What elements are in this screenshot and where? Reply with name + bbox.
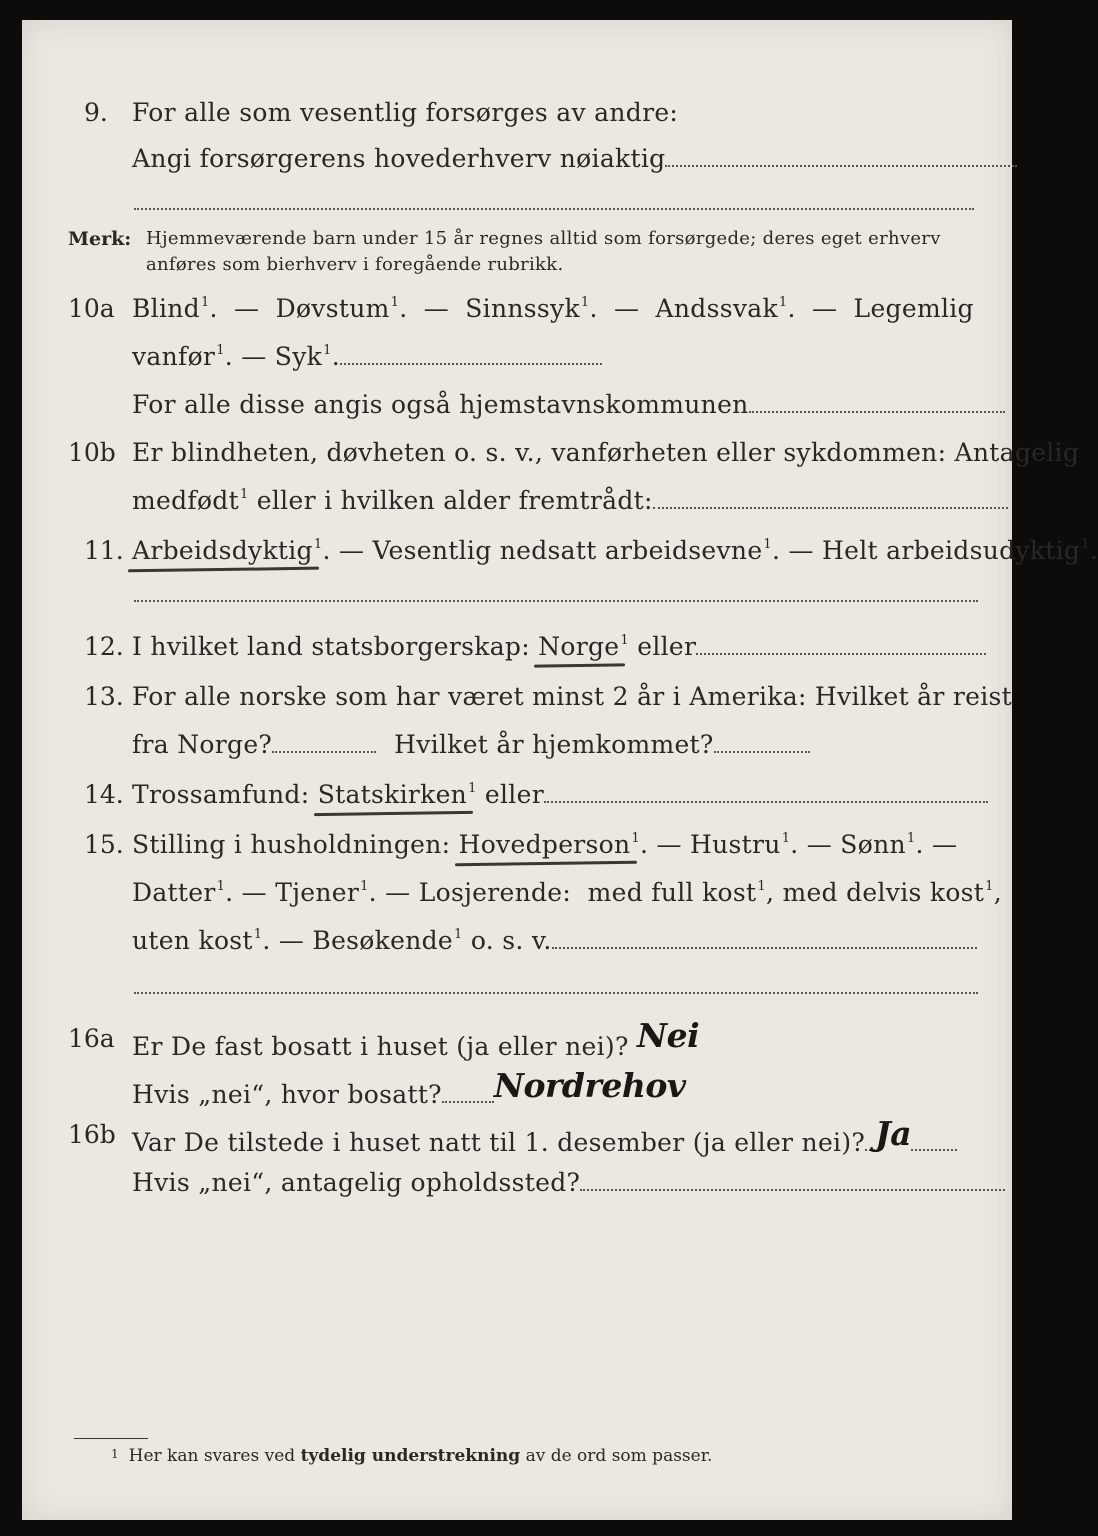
q12-answer-field[interactable] <box>696 652 986 655</box>
q16a-hvor-question: Hvis „nei“, hvor bosatt? <box>132 1080 442 1109</box>
footnote-ref: 1 <box>778 295 788 310</box>
q14-eller: eller <box>484 780 544 809</box>
footnote-ref: 1 <box>216 879 226 894</box>
q10a-hjemstavn-field[interactable] <box>749 410 1005 413</box>
footnote-ref: 1 <box>216 343 225 358</box>
q16b-line1 <box>132 1114 957 1159</box>
q12-text: I hvilket land statsborgerskap: <box>132 632 530 661</box>
q12-number: 12. <box>84 632 124 661</box>
merk-line1: Hjemmeværende barn under 15 år regnes alltid som forsørgede; deres eget erhverv <box>146 228 941 249</box>
q12-eller: eller <box>637 632 697 661</box>
footnote-ref: 1 <box>253 927 263 942</box>
q15-number: 15. <box>84 830 124 859</box>
footnote-ref: 1 <box>200 295 210 310</box>
q16b-line2 <box>132 1168 1005 1197</box>
q10a-line1: Blind$^1$. — Døvstum$^1$. — Sinnssyk$^1$. — Andssvak$^1$. — Legemlig <box>132 294 974 323</box>
q16b-leader <box>865 1148 875 1151</box>
option-statskirken-underlined[interactable]: Statskirken <box>317 780 468 809</box>
census-form-page <box>22 20 1098 1520</box>
q13-fra: fra Norge? <box>132 730 273 759</box>
q13-number: 13. <box>84 682 124 711</box>
q9-line2 <box>132 144 1017 173</box>
q11-blank-line[interactable] <box>134 600 978 602</box>
option-blind[interactable]: Blind <box>132 294 200 323</box>
q10a-line2: vanfør$^1$. — Syk$^1$. <box>132 342 602 371</box>
q16b-number: 16b <box>68 1120 116 1149</box>
q16a-line1 <box>132 1016 700 1063</box>
q16a-line2 <box>132 1066 686 1111</box>
option-helt[interactable]: — Helt arbeidsudyktig <box>788 536 1081 565</box>
option-norge-underlined[interactable]: Norge <box>538 632 620 661</box>
option-med-delvis-kost[interactable]: med delvis kost <box>782 878 985 907</box>
q10b-line1: Er blindheten, døvheten o. s. v., vanførheten eller sykdommen: Antagelig <box>132 438 1080 467</box>
q15-blank-line[interactable] <box>134 992 978 994</box>
q16a-handwritten-bosatt[interactable]: Nordrehov <box>493 1066 686 1105</box>
q16b-handwritten-answer[interactable]: Ja <box>875 1114 912 1153</box>
footnote-pre: Her kan svares ved <box>128 1446 296 1466</box>
footnote-ref: 1 <box>360 879 369 894</box>
q13-reist-field[interactable] <box>272 750 376 753</box>
q10a-number: 10a <box>68 294 115 323</box>
footnote-ref: 1 <box>313 537 323 552</box>
q15-losjerende: — Losjerende: <box>385 878 572 907</box>
footnote-ref: 1 <box>763 537 772 552</box>
q16a-question: Er De fast bosatt i huset (ja eller nei)? <box>132 1032 629 1061</box>
footnote-ref: 1 <box>1081 537 1090 552</box>
footnote <box>110 1446 712 1466</box>
q10b-number: 10b <box>68 438 116 467</box>
footnote-mark: 1 <box>111 1447 119 1461</box>
option-syk[interactable]: — Syk <box>241 342 323 371</box>
option-medfodt[interactable]: medfødt <box>132 486 239 515</box>
footnote-ref: 1 <box>323 343 332 358</box>
q13-hjem: Hvilket år hjemkommet? <box>394 730 714 759</box>
q11-line: Arbeidsdyktig$^1$. — Vesentlig nedsatt arbeidsevne$^1$. — Helt arbeidsudyktig$^1$. <box>132 536 1098 565</box>
option-sonn[interactable]: — Sønn <box>806 830 906 859</box>
q16a-hvor-leader <box>442 1100 494 1103</box>
footnote-ref: 1 <box>580 295 590 310</box>
option-andssvak[interactable]: — Andssvak <box>613 294 778 323</box>
q15-line3: uten kost$^1$. — Besøkende$^1$ o. s. v. <box>132 926 977 955</box>
footnote-ref: 1 <box>454 927 463 942</box>
footnote-ref: 1 <box>985 879 994 894</box>
option-vesentlig[interactable]: — Vesentlig nedsatt arbeidsevne <box>338 536 763 565</box>
q9-line1: For alle som vesentlig forsørges av andre: <box>132 98 679 127</box>
option-vanfor[interactable]: vanfør <box>132 342 216 371</box>
q14-text: Trossamfund: <box>132 780 310 809</box>
option-hustru[interactable]: — Hustru <box>656 830 781 859</box>
q15-line1: Stilling i husholdningen: Hovedperson$^1$. — Hustru$^1$. — Sønn$^1$. — <box>132 830 958 859</box>
footnote-ref: 1 <box>620 633 629 648</box>
footnote-ref: 1 <box>239 487 249 502</box>
q16b-answer-field[interactable] <box>911 1148 957 1151</box>
option-legemlig[interactable]: — Legemlig <box>812 294 974 323</box>
footnote-post: av de ord som passer. <box>525 1446 713 1466</box>
q16a-number: 16a <box>68 1024 115 1053</box>
q15-text: Stilling i husholdningen: <box>132 830 451 859</box>
footnote-ref: 1 <box>390 295 400 310</box>
q16b-opholdssted-question: Hvis „nei“, antagelig opholdssted? <box>132 1168 581 1197</box>
option-dovstum[interactable]: — Døvstum <box>234 294 390 323</box>
footnote-ref: 1 <box>781 831 791 846</box>
option-hovedperson-underlined[interactable]: Hovedperson <box>458 830 631 859</box>
q15-osv: o. s. v. <box>470 926 552 955</box>
footnote-ref: 1 <box>631 831 640 846</box>
option-tjener[interactable]: — Tjener <box>241 878 360 907</box>
q13-hjemkommet-field[interactable] <box>714 750 810 753</box>
q14-answer-field[interactable] <box>544 800 988 803</box>
q13-line1: For alle norske som har været minst 2 år i Amerika: Hvilket år reist <box>132 682 1013 711</box>
q9-answer-field[interactable] <box>665 164 1017 167</box>
footnote-ref: 1 <box>468 781 477 796</box>
q13-line2 <box>132 730 810 759</box>
q9-line2-text: Angi forsørgerens hovederhverv nøiaktig <box>132 144 666 173</box>
option-arbeidsdyktig-underlined[interactable]: Arbeidsdyktig <box>132 536 313 565</box>
q15-answer-field[interactable] <box>552 946 977 949</box>
footnote-rule <box>74 1438 148 1439</box>
q11-number: 11. <box>84 536 124 565</box>
footnote-ref: 1 <box>906 831 916 846</box>
option-med-full-kost[interactable]: med full kost <box>587 878 757 907</box>
q9-blank-line[interactable] <box>134 208 974 210</box>
q10a-answer-field[interactable] <box>340 362 602 365</box>
merk-label: Merk: <box>68 228 132 250</box>
footnote-bold: tydelig understrekning <box>300 1446 521 1466</box>
q14-line <box>132 780 988 809</box>
q15-trailing-dash: — <box>931 830 958 859</box>
q14-number: 14. <box>84 780 124 809</box>
option-uten-kost[interactable]: uten kost <box>132 926 253 955</box>
merk-line2: anføres som bierhverv i foregående rubrikk. <box>146 254 564 275</box>
q12-line <box>132 632 986 661</box>
footnote-ref: 1 <box>757 879 766 894</box>
q10b-rest: eller i hvilken alder fremtrådt: <box>256 486 653 515</box>
q9-number: 9. <box>84 98 108 127</box>
option-sinnssyk[interactable]: — Sinnssyk <box>423 294 580 323</box>
q10b-answer-field[interactable] <box>653 506 1008 509</box>
q16b-opholdssted-field[interactable] <box>580 1188 1005 1191</box>
q15-line2: Datter$^1$. — Tjener$^1$. — Losjerende: med full kost$^1$, med delvis kost$^1$, <box>132 878 1002 907</box>
option-besokende[interactable]: — Besøkende <box>278 926 453 955</box>
q10b-line2 <box>132 486 1008 515</box>
q16b-question: Var De tilstede i huset natt til 1. desember (ja eller nei)? <box>132 1128 866 1157</box>
q16a-handwritten-answer[interactable]: Nei <box>636 1016 700 1055</box>
option-datter[interactable]: Datter <box>132 878 216 907</box>
q10a-hjemstavn-text: For alle disse angis også hjemstavnskommunen <box>132 390 749 419</box>
q10a-line3 <box>132 390 1005 419</box>
